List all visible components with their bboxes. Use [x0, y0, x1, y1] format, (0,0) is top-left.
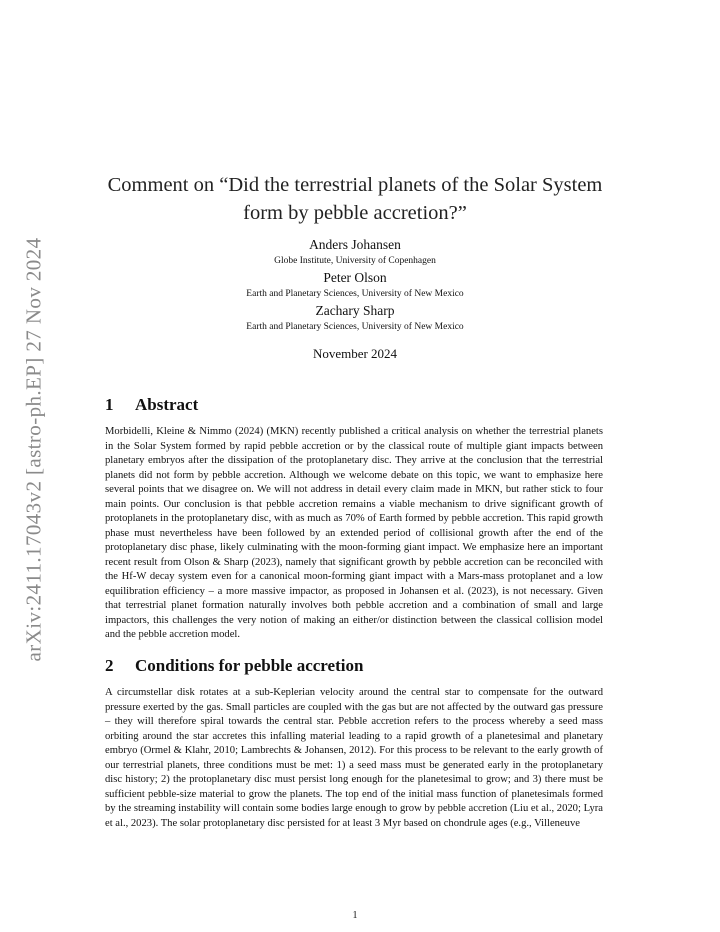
conditions-paragraph: A circumstellar disk rotates at a sub-Keplerian velocity around the central star to compensate for the outward pressure exerted by the gas. Small particles are coupled with the gas but are not affected by the outward gas pressure – they will therefore spiral towards the central star. Pebble accretion refers to the process whereby a seed mass orbiting around the star accretes this infalling material leading to a rapid growth of a planetesimal and planetary embryo (Ormel & Klahr, 2010; Lambrechts & Johansen, 2012). For this process to be relevant to the early growth of our terrestrial planets, three conditions must be met: 1) a seed mass must be generated early in the protoplanetary disc history; 2) the protoplanetary disc must persist long enough for the planetesimal to grow; and 3) there must be sufficient pebble-size material to grow the planets. The top end of the initial mass function of planetesimals formed by the streaming instability will contain some bodies large enough to grow by pebble accretion (Liu et al., 2020; Lyra et al., 2023). The solar protoplanetary disc persisted for at least 3 Myr based on chondrule ages (e.g., Villeneuve [105, 687, 603, 829]
author-2 [96, 269, 614, 301]
section-number: 1 [105, 395, 114, 414]
section-title: Abstract [135, 395, 199, 414]
section-heading-conditions [105, 656, 363, 676]
author-3 [96, 302, 614, 334]
author-name: Anders Johansen [309, 237, 401, 252]
section-heading-abstract [105, 395, 198, 415]
author-affiliation: Earth and Planetary Sciences, University of New Mexico [246, 322, 464, 332]
section-number: 2 [105, 656, 114, 675]
author-name: Peter Olson [323, 270, 387, 285]
arxiv-identifier-stamp [23, 226, 45, 672]
author-affiliation: Earth and Planetary Sciences, University of New Mexico [246, 289, 464, 299]
author-affiliation: Globe Institute, University of Copenhagen [274, 256, 436, 266]
page-number: 1 [352, 910, 358, 921]
paper-title: Comment on “Did the terrestrial planets of the Solar System form by pebble accretion?” [107, 174, 603, 224]
publication-date: November 2024 [312, 346, 398, 361]
author-name: Zachary Sharp [315, 303, 395, 318]
section-title: Conditions for pebble accretion [135, 656, 364, 675]
abstract-paragraph: Morbidelli, Kleine & Nimmo (2024) (MKN) recently published a critical analysis on whether the terrestrial planets in the Solar System formed by rapid pebble accretion or by the classical route of multiple giant impacts between planetary embryos after the dissipation of the protoplanetary disc. They arrive at the conclusion that the terrestrial planets did not form by pebble accretion. Although we welcome debate on this topic, we want to emphasize here several points that we disagree on. We will not address in detail every claim made in MKN, but rather stick to four main points. Our conclusion is that pebble accretion remains a viable mechanism to drive significant growth of protoplanets in the protoplanetary disc, with as much as 70% of Earth formed by pebble accretion. This rapid growth phase must nevertheless have been followed by an extended period of collisional growth after the end of the protoplanetary disc phase, likely culminating with the moon-forming giant impact. We emphasize here an important recent result from Olson & Sharp (2023), namely that significant growth by pebble accretion can be reconciled with the Hf-W decay system even for a canonical moon-forming giant impact with a Mars-mass protoplanet and a low equilibration efficiency – a more massive impactor, as proposed in Johansen et al. (2023), is not necessary. Given that terrestrial planet formation naturally involves both pebble accretion and a combination of small and large impactors, this challenges the very notion of making an either/or distinction between the classical collision model and the pebble accretion model. [105, 426, 603, 640]
author-1 [96, 236, 614, 268]
arxiv-identifier-text: arXiv:2411.17043v2 [astro-ph.EP] 27 Nov 2024 [21, 237, 46, 661]
